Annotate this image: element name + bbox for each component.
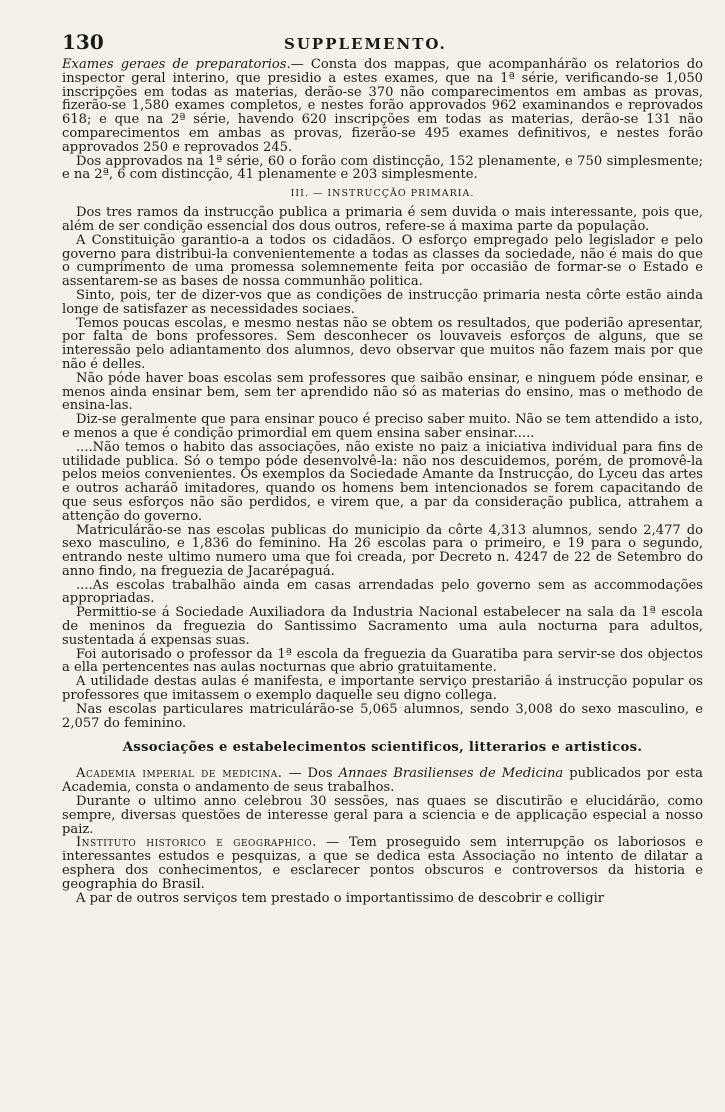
exames-approvados-paragraph: Dos approvados na 1ª série, 60 o forão com distincção, 152 plenamente, e 750 simplesmente; e na 2ª, 6 com distincção, 41 plenamente e 203 simplesmente. xyxy=(62,153,703,183)
primary-paragraph: ....As escolas trabalhão ainda em casas arrendadas pelo governo sem as accommodações appropriadas. xyxy=(62,577,703,607)
academia-sessoes-paragraph: Durante o ultimo anno celebrou 30 sessões, nas quaes se discutirão e elucidárão, como sempre, diversas questões de interesse geral para a sciencia e de applicação especial a nosso paiz. xyxy=(62,794,703,837)
exames-lead: Exames geraes de preparatorios. xyxy=(62,57,291,72)
section-heading-instrucao-primaria: III. — INSTRUCÇÃO PRIMARIA. xyxy=(290,188,475,200)
primary-paragraph: Permittio-se á Sociedade Auxiliadora da Industria Nacional estabelecer na sala da 1ª escola de meninos da freguezia do Santissimo Sacramento uma aula nocturna para adultos, sustentada á expensas suas. xyxy=(62,605,703,648)
academia-label: Academia imperial de medicina. xyxy=(76,766,283,782)
instituto-text: — Tem proseguido sem interrupção os laboriosos e interessantes estudos e pesquizas, a que se dedica esta Associação no intento de dilatar a esphera dos conhecimentos, e esclarecer pontos obscuros e controversos da historia e geographia do Brasil. xyxy=(62,835,703,892)
primary-paragraph: Sinto, pois, ter de dizer-vos que as condições de instrucção primaria nesta côrte estão ainda longe de satisfazer as necessidades sociaes. xyxy=(62,287,703,317)
associations-heading: Associações e estabelecimentos scientificos, litterarios e artisticos. xyxy=(122,740,643,756)
primary-paragraph: Foi autorisado o professor da 1ª escola da freguezia da Guaratiba para servir-se dos objectos a ella pertencentes nas aulas nocturnas que abrio gratuitamente. xyxy=(62,646,703,676)
running-title: SUPPLEMENTO. xyxy=(284,35,447,53)
page-number: 130 xyxy=(62,30,104,54)
primary-paragraph: Temos poucas escolas, e mesmo nestas não se obtem os resultados, que poderião apresentar, por falta de bons professores. Sem desconhecer os louvaveis esforços de alguns, que se interessão pelo adiantamento dos alumnos, devo observar que muitos não fazem mais por que não é delles. xyxy=(62,315,703,372)
primary-paragraph: ....Não temos o habito das associações, não existe no paiz a iniciativa individual para fins de utilidade publica. Só o tempo póde desenvolvê-la: não nos descuidemos, porém, de promovê-la pelos meios convenientes. Os exemplos da Sociedade Amante da Instrucção, do Lyceu das artes e outros acharáõ imitadores, quando os homens bem intencionados se forem capacitando de que seus esforços não são perdidos, e virem que, a par da consideração publica, attrahem a attenção do governo. xyxy=(62,439,703,524)
instituto-label: Instituto historico e geographico. xyxy=(76,835,317,851)
academia-text-b: publicados por esta Academia, consta o andamento de seus trabalhos. xyxy=(62,766,703,796)
academia-text-a: — Dos xyxy=(282,766,339,782)
primary-paragraph: Dos tres ramos da instrucção publica a primaria é sem duvida o mais interessante, pois que, além de ser condição essencial dos dous outros, refere-se á maxima parte da população. xyxy=(62,205,703,234)
exames-text: — Consta dos mappas, que acompanhárão os relatorios do inspector geral interino, que presidio a estes exames, que na 1ª série, verificando-se 1,050 inscripções em todas as materias, derão-se 370 não comparecimentos em ambas as provas, fizerão-se 1,580 exames completos, e nestes forão approvados 962 examinandos e reprovados 618; e que na 2ª série, havendo 620 inscripções em todas as materias, derão-se 131 não comparecimentos em ambas as provas, fizerão-se 495 exames definitivos, e nestes forão approvados 250 e reprovados 245. xyxy=(62,57,703,155)
instituto-paragraph xyxy=(62,836,703,891)
primary-paragraph: Diz-se geralmente que para ensinar pouco é preciso saber muito. Não se tem attendido a isto, e menos a que é condição primordial em quem ensina saber ensinar..... xyxy=(62,412,703,441)
academia-paragraph xyxy=(62,767,703,795)
exames-paragraph xyxy=(62,58,703,155)
academia-journal: Annaes Brasilienses de Medicina xyxy=(338,766,564,782)
final-paragraph: A par de outros serviços tem prestado o importantissimo de descobrir e colligir xyxy=(76,890,605,906)
primary-paragraph: Nas escolas particulares matriculárão-se 5,065 alumnos, sendo 3,008 do sexo masculino, e 2,057 do feminino. xyxy=(62,701,703,731)
primary-paragraph: A Constituição garantio-a a todos os cidadãos. O esforço empregado pelo legislador e pelo governo para distribui-la convenientemente a todas as classes da sociedade, não é mais do que o cumprimento de uma promessa solemnemente feita por occasião de formar-se o Estado e assentarem-se as bases de nossa communhão politica. xyxy=(62,232,703,290)
primary-paragraph: Não póde haver boas escolas sem professores que saibão ensinar, e ninguem póde ensinar, e menos ainda ensinar bem, sem ter aprendido não só as materias do ensino, mas o methodo de ensina-las. xyxy=(62,370,703,414)
primary-paragraph: Matriculárão-se nas escolas publicas do municipio da côrte 4,313 alumnos, sendo 2,477 do sexo masculino, e 1,836 do feminino. Ha 26 escolas para o primeiro, e 19 para o segundo, entrando neste ultimo numero uma que foi creada, por Decreto n. 4247 de 22 de Setembro do anno findo, na freguezia de Jacarépaguá. xyxy=(62,522,703,579)
primary-paragraph: A utilidade destas aulas é manifesta, e importante serviço prestarião á instrucção popular os professores que imitassem o exemplo daquelle seu digno collega. xyxy=(62,674,703,704)
running-head xyxy=(62,30,703,58)
